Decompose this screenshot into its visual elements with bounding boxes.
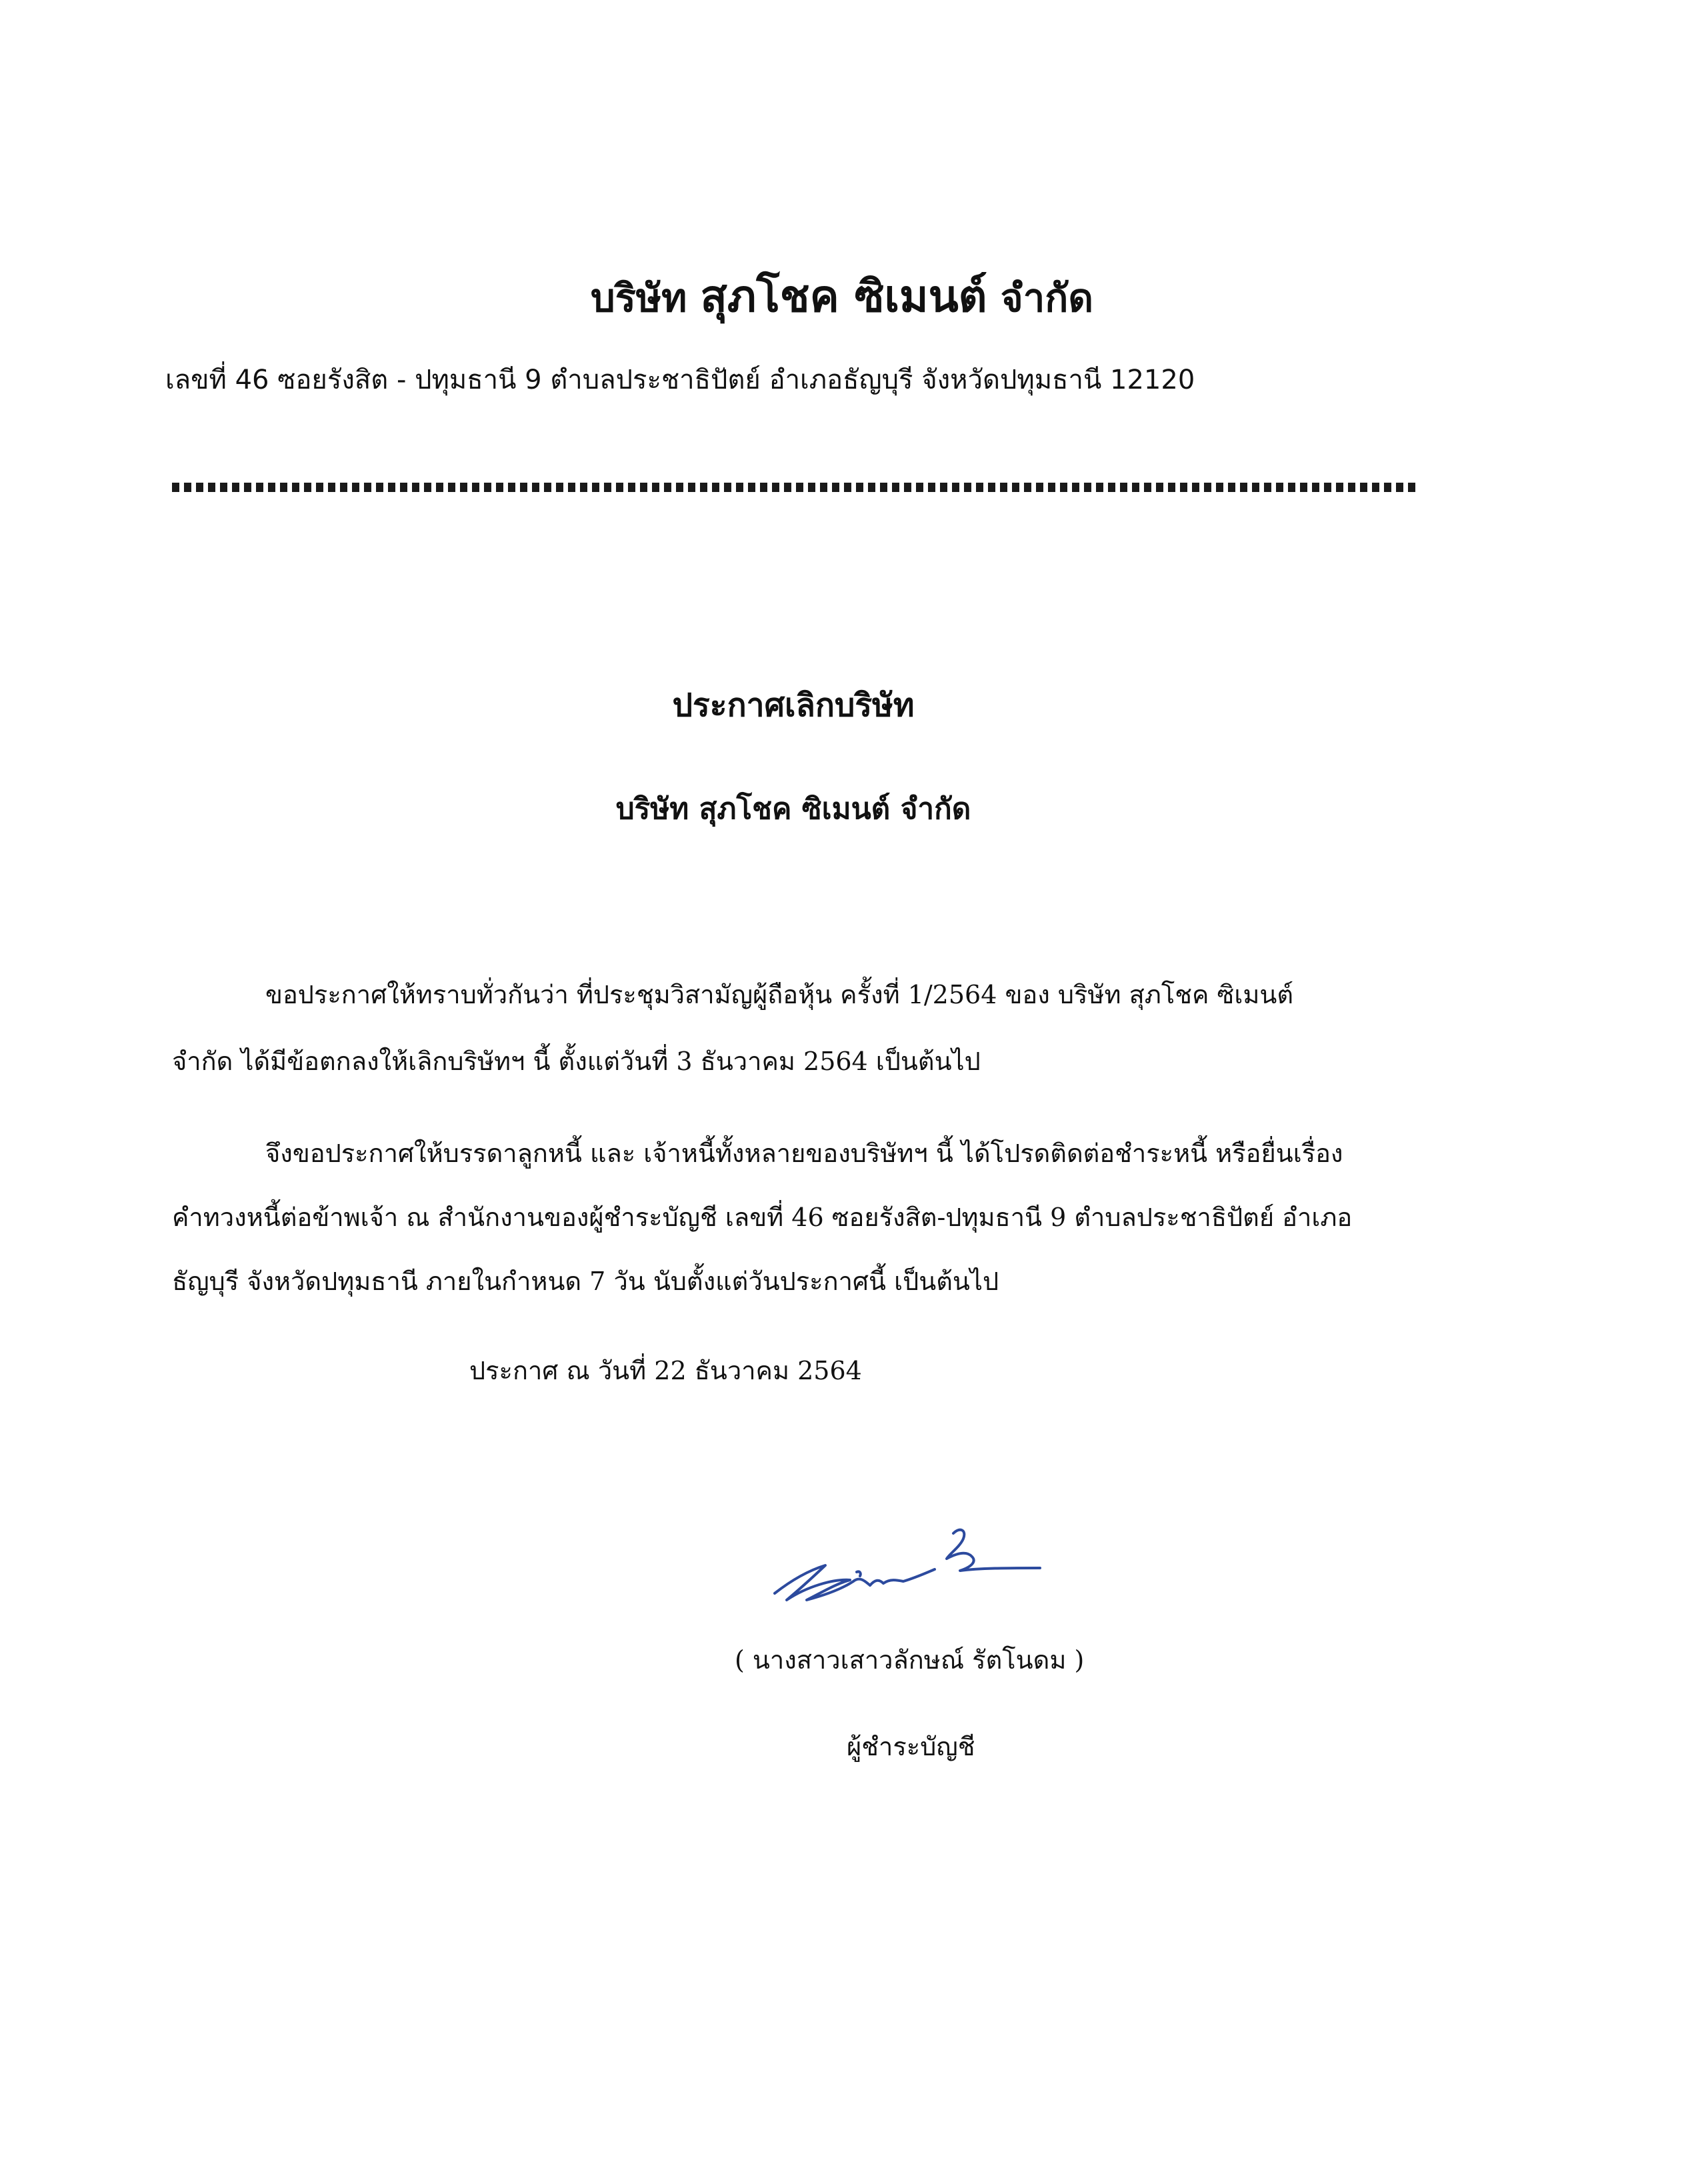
notice-title: ประกาศเลิกบริษัท	[672, 687, 915, 724]
company-prefix: บริษัท	[590, 275, 687, 321]
announcement-date: ประกาศ ณ วันที่ 22 ธันวาคม 2564	[469, 1356, 862, 1385]
paragraph-1-line-2: จำกัด ได้มีข้อตกลงให้เลิกบริษัทฯ นี้ ตั้งแต่วันที่ 3 ธันวาคม 2564 เป็นต้นไป	[172, 1047, 981, 1076]
signer-name: ( นางสาวเสาวลักษณ์ รัตโนดม )	[735, 1645, 1085, 1675]
paragraph-2-line-3: ธัญบุรี จังหวัดปทุมธานี ภายในกำหนด 7 วัน นับตั้งแต่วันประกาศนี้ เป็นต้นไป	[172, 1267, 999, 1296]
company-suffix: จำกัด	[1000, 275, 1094, 321]
paragraph-1-line-1: ขอประกาศให้ทราบทั่วกันว่า ที่ประชุมวิสามัญผู้ถือหุ้น ครั้งที่ 1/2564 ของ บริษัท สุภโชค ซิเมนต์	[265, 980, 1294, 1009]
company-name: สุภโชค ซิเมนต์	[700, 271, 987, 322]
dotted-divider	[172, 483, 1416, 492]
signature	[760, 1507, 1053, 1613]
signer-role: ผู้ชำระบัญชี	[847, 1732, 975, 1761]
company-title	[0, 270, 1684, 325]
paragraph-2-line-2: คำทวงหนี้ต่อข้าพเจ้า ณ สำนักงานของผู้ชำระบัญชี เลขที่ 46 ซอยรังสิต-ปทุมธานี 9 ตำบลประชาธิปัตย์ อำเภอ	[172, 1203, 1353, 1232]
company-address: เลขที่ 46 ซอยรังสิต - ปทุมธานี 9 ตำบลประชาธิปัตย์ อำเภอธัญบุรี จังหวัดปทุมธานี 12120	[165, 365, 1195, 395]
paragraph-2-line-1: จึงขอประกาศให้บรรดาลูกหนี้ และ เจ้าหนี้ทั้งหลายของบริษัทฯ นี้ ได้โปรดติดต่อชำระหนี้ หรือยื่นเรื่อง	[265, 1139, 1343, 1168]
notice-company: บริษัท สุภโชค ซิเมนต์ จำกัด	[615, 792, 971, 826]
